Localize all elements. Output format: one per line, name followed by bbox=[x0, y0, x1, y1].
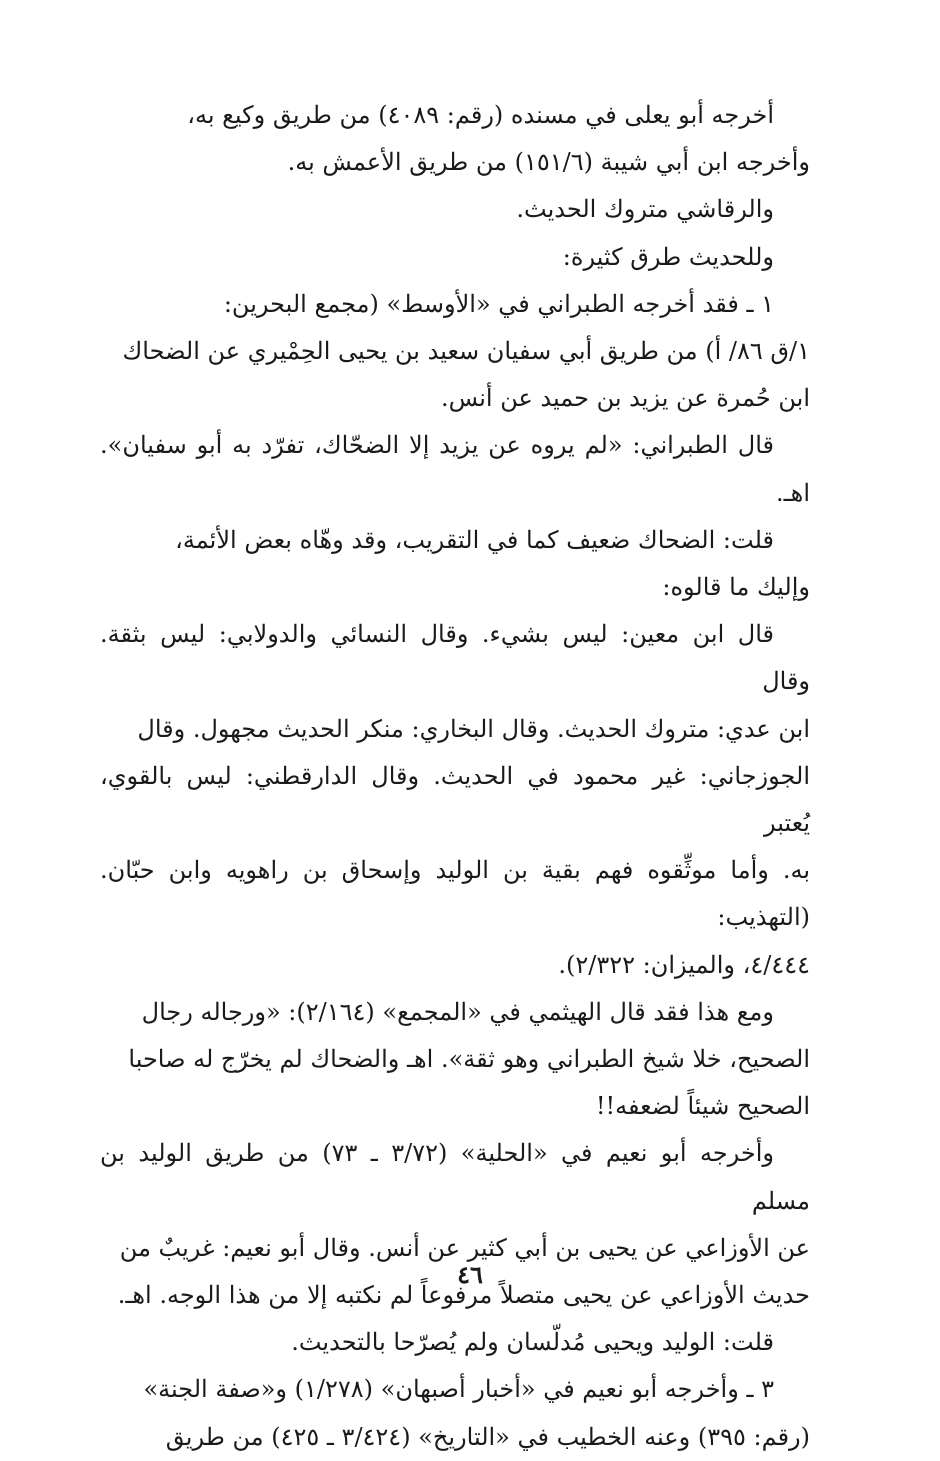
text-line: عن الأوزاعي عن يحيى بن أبي كثير عن أنس. وقال أبو نعيم: غريبٌ من bbox=[119, 1233, 810, 1262]
text-line: وأخرجه أبو نعيم في «الحلية» (٣/٧٢ ـ ٧٣) من طريق الوليد بن مسلم bbox=[100, 1139, 810, 1215]
main-text bbox=[100, 92, 810, 1461]
text-line: وللحديث طرق كثيرة: bbox=[562, 242, 774, 271]
text-line: (رقم: ٣٩٥) وعنه الخطيب في «التاريخ» (٣/٤٢٤ ـ ٤٢٥) من طريق bbox=[165, 1422, 810, 1451]
text-line: ١/ق ٨٦/ أ) من طريق أبي سفيان سعيد بن يحيى الحِمْيري عن الضحاك bbox=[122, 337, 810, 366]
paragraph bbox=[100, 186, 810, 233]
text-line: حديث الأوزاعي عن يحيى متصلاً مرفوعاً لم نكتبه إلا من هذا الوجه. اهـ. bbox=[117, 1281, 810, 1310]
text-line: الصحيح شيئاً لضعفه!! bbox=[595, 1092, 810, 1121]
text-line: وإليك ما قالوه: bbox=[662, 573, 810, 602]
text-line: الجوزجاني: غير محمود في الحديث. وقال الدارقطني: ليس بالقوي، يُعتبر bbox=[100, 761, 810, 838]
paragraph bbox=[100, 328, 810, 422]
paragraph bbox=[100, 422, 810, 516]
text-line: أخرجه أبو يعلى في مسنده (رقم: ٤٠٨٩) من طريق وكيع به، bbox=[187, 101, 774, 129]
paragraph bbox=[100, 517, 810, 564]
text-line: ٣ ـ وأخرجه أبو نعيم في «أخبار أصبهان» (١/٢٧٨) و«صفة الجنة» bbox=[143, 1375, 774, 1404]
page-number: ٤٦ bbox=[457, 1260, 483, 1289]
text-line: ٤/٤٤٤، والميزان: ٢/٣٢٢). bbox=[558, 950, 810, 979]
text-line: ابن حُمرة عن يزيد بن حميد عن أنس. bbox=[441, 384, 810, 413]
text-line: ابن عدي: متروك الحديث. وقال البخاري: منكر الحديث مجهول. وقال bbox=[137, 714, 810, 743]
paragraph bbox=[100, 1130, 810, 1224]
paragraph bbox=[100, 1319, 810, 1366]
paragraph bbox=[100, 234, 810, 281]
text-line: قال الطبراني: «لم يروه عن يزيد إلا الضحّاك، تفرّد به أبو سفيان». اهـ. bbox=[100, 431, 810, 507]
text-line: قلت: الوليد ويحيى مُدلّسان ولم يُصرّحا بالتحديث. bbox=[291, 1328, 774, 1357]
text-line: ١ ـ فقد أخرجه الطبراني في «الأوسط» (مجمع البحرين: bbox=[223, 289, 774, 318]
text-line: الصحيح، خلا شيخ الطبراني وهو ثقة». اهـ والضحاك لم يخرّج له صاحبا bbox=[128, 1045, 810, 1074]
text-line: وأخرجه ابن أبي شيبة (١٥١/٦) من طريق الأعمش به. bbox=[287, 148, 810, 177]
text-line: به. وأما موثِّقوه فهم بقية بن الوليد وإسحاق بن راهويه وابن حبّان. (التهذيب: bbox=[100, 856, 811, 932]
paragraph bbox=[100, 611, 810, 705]
text-line: قال ابن معين: ليس بشيء. وقال النسائي والدولابي: ليس بثقة. وقال bbox=[100, 620, 810, 696]
paragraph bbox=[100, 281, 810, 328]
paragraph bbox=[100, 989, 810, 1036]
text-line: قلت: الضحاك ضعيف كما في التقريب، وقد وهّاه بعض الأئمة، bbox=[175, 525, 774, 554]
paragraph bbox=[100, 706, 810, 989]
paragraph bbox=[100, 1366, 810, 1413]
text-line: ومع هذا فقد قال الهيثمي في «المجمع» (٢/١٦٤): «ورجاله رجال bbox=[141, 997, 774, 1026]
paragraph bbox=[100, 564, 810, 611]
paragraph bbox=[100, 92, 810, 186]
text-line: والرقاشي متروك الحديث. bbox=[516, 195, 774, 224]
paragraph bbox=[100, 1036, 810, 1130]
paragraph bbox=[100, 1414, 810, 1461]
